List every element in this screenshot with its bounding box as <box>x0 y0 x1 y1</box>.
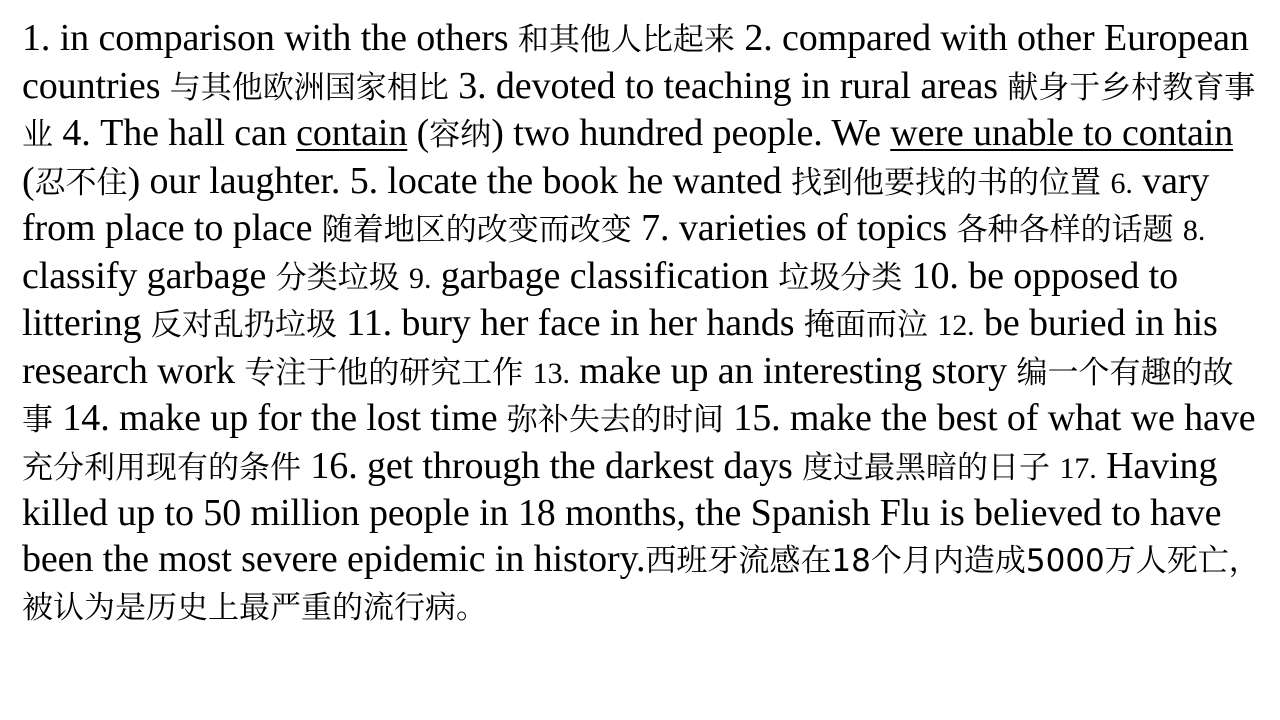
item-9-number: 9. <box>409 261 432 295</box>
item-13-number: 13. <box>532 356 570 390</box>
item-12-en: be buried in his research work <box>22 302 1218 392</box>
item-7-zh: 各种各样的话题 <box>956 212 1174 248</box>
item-4-sentence-2-pre: We <box>831 112 881 154</box>
item-15-en: 15. make the best of what we have <box>733 397 1256 439</box>
item-8-number: 8. <box>1182 214 1206 247</box>
item-6-number: 6. <box>1110 166 1133 200</box>
item-12-zh: 专注于他的研究工作 <box>244 354 524 391</box>
item-17-zh: 西班牙流感在18个月内造成5000万人死亡，被认为是历史上最严重的流行病。 <box>22 542 1260 626</box>
item-2-en: 2. compared with other European countries <box>22 17 1249 107</box>
item-9-zh: 垃圾分类 <box>778 259 903 296</box>
item-4-sentence-2-post: our laughter. <box>149 159 341 202</box>
item-17-number: 17. <box>1059 451 1097 485</box>
item-9-en: garbage classification <box>440 254 769 297</box>
item-11-en: 11. bury her face in her hands <box>346 302 795 344</box>
item-15-zh: 充分利用现有的条件 <box>22 449 301 486</box>
item-4-sentence-1-zh: 容纳 <box>429 117 492 153</box>
item-4-sentence-1-post: two hundred people. <box>513 112 823 154</box>
item-6-zh: 随着地区的改变而改变 <box>321 212 632 248</box>
item-14-zh: 弥补失去的时间 <box>506 402 724 438</box>
item-11-zh: 掩面而泣 <box>803 307 928 343</box>
item-7-en: 7. varieties of topics <box>641 207 948 249</box>
item-6-en: vary from place to place <box>22 159 1210 249</box>
item-10-en: 10. be opposed to littering <box>22 254 1179 344</box>
item-3-zh: 献身于乡村教育事业 <box>22 69 1256 153</box>
item-2-zh: 与其他欧洲国家相比 <box>169 69 449 106</box>
item-4-underlined-unable-to-contain: were unable to contain <box>890 112 1234 154</box>
item-1-en: 1. in comparison with the others <box>22 17 509 59</box>
item-5-zh: 找到他要找的书的位置 <box>791 164 1102 201</box>
item-16-zh: 度过最黑暗的日子 <box>802 449 1051 486</box>
item-8-zh: 分类垃圾 <box>275 259 400 296</box>
item-4-sentence-1-pre: The hall can <box>100 112 287 154</box>
item-12-number: 12. <box>937 309 975 342</box>
item-13-zh: 编一个有趣的故事 <box>22 354 1234 438</box>
item-4-sentence-2-zh: 忍不住 <box>34 164 128 201</box>
item-17-en: Having killed up to 50 million people in 18 months, the Spanish Flu is believed to have been the most severe epidemic in history. <box>22 444 1222 580</box>
item-14-en: 14. make up for the lost time <box>62 397 498 439</box>
item-3-en: 3. devoted to teaching in rural areas <box>458 64 998 107</box>
item-4-number: 4. <box>62 112 91 154</box>
vocabulary-text-block: 1. in comparison with the others 和其他人比起来 2. compared with other European countries 与其他欧洲国家相比 3. devoted to teaching in rural areas 献身于乡村教育事业 4. The hall can contain (容纳) two hundred people. We were unable to contain (忍不住) our laughter. 5. locate the book he wanted 找到他要找的书的位置 6. vary from place to place 随着地区的改变而改变 7. varieties of topics 各种各样的话题 8. classify garbage 分类垃圾 9. garbage classification 垃圾分类 10. be opposed to littering 反对乱扔垃圾 11. bury her face in her hands 掩面而泣 12. be buried in his research work 专注于他的研究工作 13. make up an interesting story 编一个有趣的故事 14. make up for the lost time 弥补失去的时间 15. make the best of what we have 充分利用现有的条件 16. get through the darkest days 度过最黑暗的日子 17. Having killed up to 50 million people in 18 months, the Spanish Flu is believed to have been the most severe epidemic in history.西班牙流感在18个月内造成5000万人死亡，被认为是历史上最严重的流行病。 <box>22 17 1260 626</box>
item-13-en: make up an interesting story <box>579 349 1008 392</box>
item-5-en: 5. locate the book he wanted <box>349 159 782 202</box>
item-16-en: 16. get through the darkest days <box>310 444 793 487</box>
item-10-zh: 反对乱扔垃圾 <box>150 307 337 343</box>
item-4-underlined-contain: contain <box>296 112 408 154</box>
item-1-zh: 和其他人比起来 <box>517 22 735 58</box>
item-8-en: classify garbage <box>22 254 267 297</box>
